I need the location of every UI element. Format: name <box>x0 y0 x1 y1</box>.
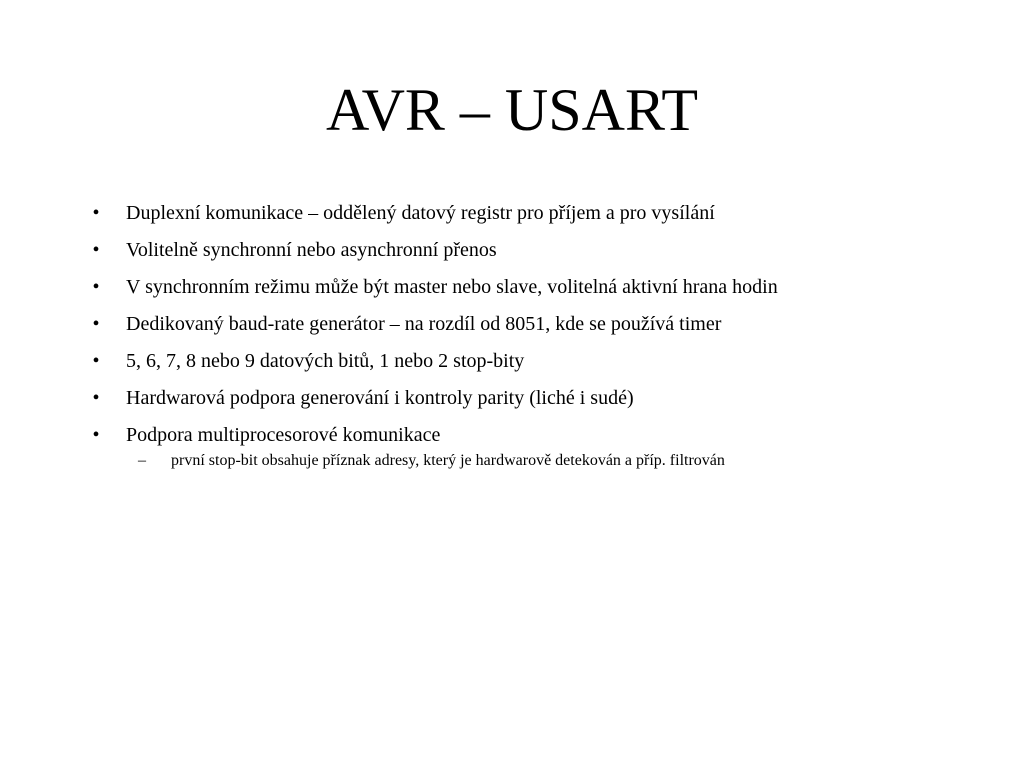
sub-bullet-item <box>126 451 986 471</box>
bullet-text: Hardwarová podpora generování i kontroly parity (liché i sudé) <box>126 387 634 409</box>
sub-bullet-text: první stop-bit obsahuje příznak adresy, který je hardwarově detekován a příp. filtrován <box>171 452 725 469</box>
bullet-marker: • <box>92 239 100 261</box>
bullet-text: Podpora multiprocesorové komunikace <box>126 424 441 446</box>
sub-bullet-list <box>86 451 986 471</box>
sub-bullet-marker: – <box>138 452 146 469</box>
bullet-marker: • <box>92 202 100 224</box>
bullet-item <box>86 348 986 374</box>
bullet-text: V synchronním režimu může být master nebo slave, volitelná aktivní hrana hodin <box>126 276 778 298</box>
bullet-list <box>86 200 986 471</box>
bullet-marker: • <box>92 276 100 298</box>
bullet-text: Dedikovaný baud-rate generátor – na rozdíl od 8051, kde se používá timer <box>126 313 722 335</box>
bullet-item <box>86 200 986 226</box>
slide-title: AVR – USART <box>325 77 699 143</box>
bullet-text: 5, 6, 7, 8 nebo 9 datových bitů, 1 nebo 2 stop-bity <box>126 350 525 372</box>
bullet-text: Volitelně synchronní nebo asynchronní přenos <box>126 239 497 261</box>
bullet-item <box>86 422 986 448</box>
sub-bullet-container <box>86 451 986 471</box>
bullet-marker: • <box>92 313 100 335</box>
bullet-item <box>86 237 986 263</box>
bullet-item <box>86 385 986 411</box>
bullet-marker: • <box>92 387 100 409</box>
bullet-item <box>86 311 986 337</box>
bullet-item <box>86 274 986 300</box>
bullet-text: Duplexní komunikace – oddělený datový registr pro příjem a pro vysílání <box>126 202 715 224</box>
bullet-marker: • <box>92 424 100 446</box>
bullet-marker: • <box>92 350 100 372</box>
